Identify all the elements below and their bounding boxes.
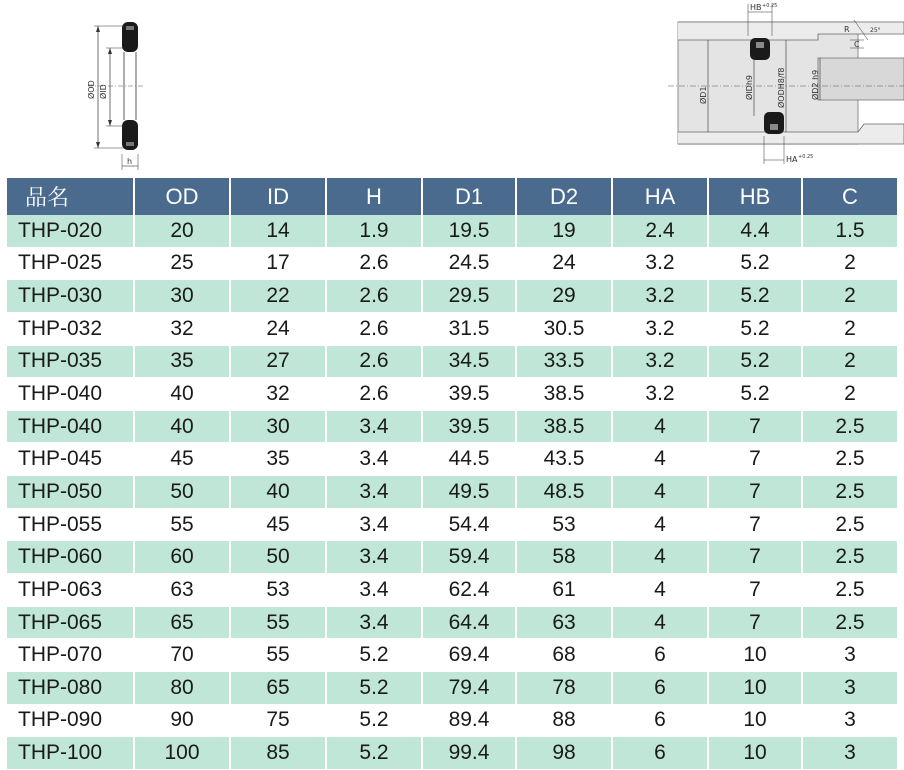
cell-h: 3.4 [326, 476, 422, 509]
rod [818, 58, 904, 100]
table-row [7, 639, 897, 672]
column-header-od: OD [134, 178, 230, 215]
cell-id: 27 [230, 345, 326, 378]
cell-c: 1.5 [802, 215, 897, 247]
cell-ha: 6 [612, 671, 708, 704]
cell-d2: 53 [516, 508, 612, 541]
cell-hb: 4.4 [708, 215, 802, 247]
cell-name: THP-080 [7, 671, 134, 704]
cell-id: 30 [230, 410, 326, 443]
cell-ha: 4 [612, 606, 708, 639]
housing-groove-diagram [668, 0, 904, 168]
cell-id: 22 [230, 280, 326, 313]
cell-od: 80 [134, 671, 230, 704]
cell-d1: 59.4 [422, 541, 516, 574]
column-header-name: 品名 [7, 178, 134, 215]
seal-top-installed [750, 38, 770, 60]
seal-bottom-installed [764, 112, 784, 134]
cell-d2: 63 [516, 606, 612, 639]
cell-name: THP-040 [7, 378, 134, 411]
cell-d1: 39.5 [422, 410, 516, 443]
cell-hb: 5.2 [708, 280, 802, 313]
cell-d2: 38.5 [516, 410, 612, 443]
cell-d2: 30.5 [516, 312, 612, 345]
cell-od: 40 [134, 410, 230, 443]
cell-id: 50 [230, 541, 326, 574]
cell-ha: 4 [612, 541, 708, 574]
table-header-row [7, 178, 897, 215]
cell-od: 70 [134, 639, 230, 672]
cell-name: THP-032 [7, 312, 134, 345]
cell-h: 3.4 [326, 508, 422, 541]
cell-d1: 49.5 [422, 476, 516, 509]
cell-id: 17 [230, 247, 326, 280]
cell-od: 45 [134, 443, 230, 476]
column-header-d2: D2 [516, 178, 612, 215]
cell-od: 25 [134, 247, 230, 280]
cell-d2: 58 [516, 541, 612, 574]
cell-id: 53 [230, 574, 326, 607]
seal-section-diagram [78, 14, 150, 172]
cell-id: 55 [230, 639, 326, 672]
cell-hb: 7 [708, 541, 802, 574]
cell-h: 3.4 [326, 410, 422, 443]
table-row [7, 378, 897, 411]
cell-h: 2.6 [326, 312, 422, 345]
cell-d2: 19 [516, 215, 612, 247]
cell-id: 32 [230, 378, 326, 411]
cell-ha: 3.2 [612, 378, 708, 411]
cell-ha: 4 [612, 574, 708, 607]
cell-hb: 7 [708, 410, 802, 443]
table-row [7, 247, 897, 280]
cell-ha: 6 [612, 704, 708, 737]
cell-h: 3.4 [326, 443, 422, 476]
cell-d1: 69.4 [422, 639, 516, 672]
cell-c: 2 [802, 312, 897, 345]
cell-ha: 3.2 [612, 247, 708, 280]
id-dim-label: ØID [99, 84, 108, 99]
seal-section-drawing [78, 14, 150, 172]
cell-id: 14 [230, 215, 326, 247]
cell-d2: 68 [516, 639, 612, 672]
cell-hb: 7 [708, 574, 802, 607]
cell-d2: 24 [516, 247, 612, 280]
cell-d1: 39.5 [422, 378, 516, 411]
cell-hb: 7 [708, 606, 802, 639]
column-header-hb: HB [708, 178, 802, 215]
angle-dim-label: 25° [870, 27, 881, 34]
cell-d2: 48.5 [516, 476, 612, 509]
cell-hb: 10 [708, 737, 802, 770]
cell-d1: 34.5 [422, 345, 516, 378]
cell-c: 2.5 [802, 476, 897, 509]
cell-c: 2.5 [802, 443, 897, 476]
cell-hb: 10 [708, 671, 802, 704]
seal-bottom-lip [126, 142, 134, 146]
cell-od: 20 [134, 215, 230, 247]
cell-ha: 4 [612, 508, 708, 541]
table-row [7, 280, 897, 313]
cell-c: 2 [802, 345, 897, 378]
cell-c: 2 [802, 247, 897, 280]
table-row [7, 508, 897, 541]
cell-c: 3 [802, 704, 897, 737]
od-dim-label: ØOD [87, 80, 96, 99]
cell-ha: 6 [612, 639, 708, 672]
c-dim-label: C [854, 40, 860, 49]
cell-h: 1.9 [326, 215, 422, 247]
cell-ha: 3.2 [612, 280, 708, 313]
od-fit-dim-label: ØODH8/f8 [777, 67, 786, 108]
column-header-h: H [326, 178, 422, 215]
cell-od: 32 [134, 312, 230, 345]
table-row [7, 541, 897, 574]
cell-d2: 33.5 [516, 345, 612, 378]
cell-hb: 10 [708, 639, 802, 672]
table-row [7, 574, 897, 607]
cell-c: 2.5 [802, 508, 897, 541]
table-row [7, 410, 897, 443]
cell-name: THP-040 [7, 410, 134, 443]
cell-ha: 3.2 [612, 345, 708, 378]
cell-c: 2.5 [802, 606, 897, 639]
cell-id: 24 [230, 312, 326, 345]
cell-hb: 7 [708, 508, 802, 541]
cell-name: THP-065 [7, 606, 134, 639]
h-dim-label: h [127, 157, 133, 166]
cell-id: 40 [230, 476, 326, 509]
cell-od: 65 [134, 606, 230, 639]
cell-name: THP-090 [7, 704, 134, 737]
cell-d2: 88 [516, 704, 612, 737]
cell-d1: 44.5 [422, 443, 516, 476]
d1-dim-label: ØD1 [699, 86, 708, 104]
table-row [7, 345, 897, 378]
cell-name: THP-055 [7, 508, 134, 541]
cell-od: 60 [134, 541, 230, 574]
ha-dim-label: HA [786, 155, 798, 164]
cell-name: THP-035 [7, 345, 134, 378]
cell-hb: 7 [708, 476, 802, 509]
table-row [7, 312, 897, 345]
cell-ha: 2.4 [612, 215, 708, 247]
cell-d1: 64.4 [422, 606, 516, 639]
cell-id: 55 [230, 606, 326, 639]
cell-d1: 99.4 [422, 737, 516, 770]
column-header-d1: D1 [422, 178, 516, 215]
column-header-ha: HA [612, 178, 708, 215]
cell-od: 55 [134, 508, 230, 541]
cell-d1: 19.5 [422, 215, 516, 247]
cell-d2: 29 [516, 280, 612, 313]
cell-d1: 24.5 [422, 247, 516, 280]
column-header-c: C [802, 178, 897, 215]
ha-tolerance: +0.25 [798, 154, 814, 160]
cell-d2: 78 [516, 671, 612, 704]
cell-h: 5.2 [326, 704, 422, 737]
cell-c: 3 [802, 737, 897, 770]
cell-hb: 7 [708, 443, 802, 476]
cell-d1: 31.5 [422, 312, 516, 345]
cell-od: 63 [134, 574, 230, 607]
cell-d1: 29.5 [422, 280, 516, 313]
cell-hb: 5.2 [708, 345, 802, 378]
table-row [7, 704, 897, 737]
cell-hb: 10 [708, 704, 802, 737]
cell-name: THP-063 [7, 574, 134, 607]
cell-d2: 98 [516, 737, 612, 770]
cell-name: THP-060 [7, 541, 134, 574]
cell-name: THP-050 [7, 476, 134, 509]
cell-name: THP-030 [7, 280, 134, 313]
cell-h: 2.6 [326, 345, 422, 378]
table-row [7, 476, 897, 509]
cell-ha: 4 [612, 410, 708, 443]
table-body [7, 215, 897, 769]
cell-id: 75 [230, 704, 326, 737]
cell-d2: 61 [516, 574, 612, 607]
table-row [7, 671, 897, 704]
id-h9-dim-label: ØIDh9 [745, 75, 754, 100]
cell-h: 5.2 [326, 639, 422, 672]
cell-hb: 5.2 [708, 247, 802, 280]
d2-dim-label: ØD2 h9 [811, 69, 820, 100]
table-row [7, 215, 897, 247]
cell-h: 3.4 [326, 574, 422, 607]
cell-c: 2.5 [802, 574, 897, 607]
cell-h: 3.4 [326, 541, 422, 574]
cell-c: 2 [802, 378, 897, 411]
cell-name: THP-045 [7, 443, 134, 476]
cell-ha: 4 [612, 476, 708, 509]
hb-dim-label: HB [750, 3, 762, 12]
cell-h: 2.6 [326, 280, 422, 313]
cell-id: 65 [230, 671, 326, 704]
cell-ha: 3.2 [612, 312, 708, 345]
cell-c: 3 [802, 639, 897, 672]
cell-hb: 5.2 [708, 312, 802, 345]
cell-h: 3.4 [326, 606, 422, 639]
cell-od: 30 [134, 280, 230, 313]
cell-ha: 6 [612, 737, 708, 770]
cell-id: 35 [230, 443, 326, 476]
table-row [7, 443, 897, 476]
cell-d2: 38.5 [516, 378, 612, 411]
housing-groove-drawing [668, 0, 904, 168]
cell-d1: 89.4 [422, 704, 516, 737]
cell-h: 2.6 [326, 247, 422, 280]
cell-c: 3 [802, 671, 897, 704]
cell-name: THP-025 [7, 247, 134, 280]
cell-d1: 79.4 [422, 671, 516, 704]
cell-d1: 54.4 [422, 508, 516, 541]
cell-h: 5.2 [326, 671, 422, 704]
cell-hb: 5.2 [708, 378, 802, 411]
cell-c: 2 [802, 280, 897, 313]
seal-size-table [7, 178, 897, 770]
cell-od: 40 [134, 378, 230, 411]
cell-c: 2.5 [802, 410, 897, 443]
cell-od: 50 [134, 476, 230, 509]
cell-d2: 43.5 [516, 443, 612, 476]
column-header-id: ID [230, 178, 326, 215]
cell-ha: 4 [612, 443, 708, 476]
cell-c: 2.5 [802, 541, 897, 574]
cell-id: 45 [230, 508, 326, 541]
cell-id: 85 [230, 737, 326, 770]
cell-name: THP-020 [7, 215, 134, 247]
seal-top-lip [126, 26, 134, 30]
cell-h: 2.6 [326, 378, 422, 411]
table-row [7, 606, 897, 639]
cell-d1: 62.4 [422, 574, 516, 607]
cell-od: 100 [134, 737, 230, 770]
cell-od: 35 [134, 345, 230, 378]
r-dim-label: R [844, 25, 850, 34]
cell-od: 90 [134, 704, 230, 737]
cell-h: 5.2 [326, 737, 422, 770]
cell-name: THP-100 [7, 737, 134, 770]
table-row [7, 737, 897, 770]
cell-name: THP-070 [7, 639, 134, 672]
hb-tolerance: +0.25 [762, 3, 778, 9]
